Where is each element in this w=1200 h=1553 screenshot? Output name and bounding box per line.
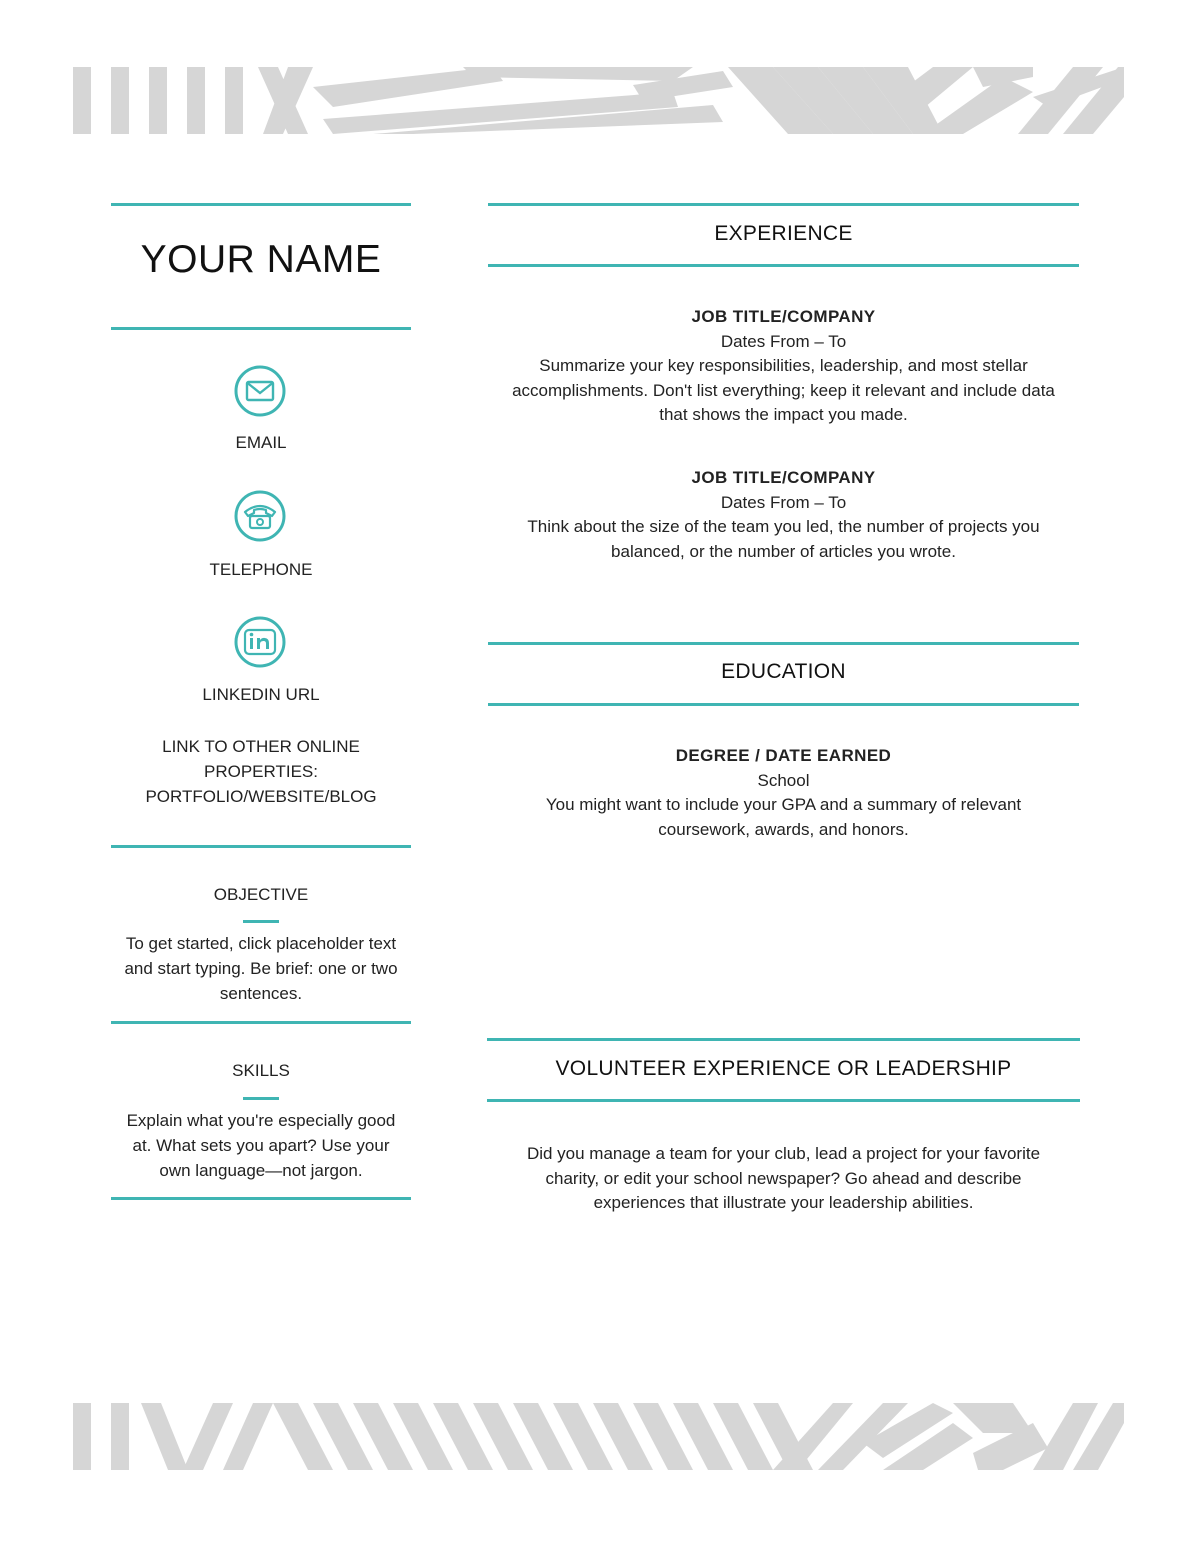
text-line: To get started, click placeholder text	[125, 934, 397, 953]
job-entry[interactable]	[488, 305, 1079, 428]
skills-bottom-rule	[111, 1197, 411, 1200]
education-bottom-rule	[488, 703, 1079, 706]
objective-heading[interactable]: OBJECTIVE	[213, 885, 309, 904]
skills-text[interactable]	[111, 1108, 411, 1183]
contact-bottom-rule	[111, 845, 411, 848]
linkedin-icon	[234, 616, 286, 668]
school-name: School	[757, 770, 810, 790]
education-description-line: You might want to include your GPA and a summary of relevant	[545, 795, 1022, 814]
volunteer-bottom-rule	[487, 1099, 1080, 1102]
name-bottom-rule	[111, 327, 411, 330]
job-description-line: that shows the impact you made.	[659, 405, 908, 424]
text-line: sentences.	[219, 984, 303, 1003]
volunteer-entry[interactable]	[488, 1142, 1079, 1216]
job-entry[interactable]	[488, 466, 1079, 564]
volunteer-description-line: charity, or edit your school newspaper? Go ahead and describe	[545, 1168, 1022, 1188]
objective-text[interactable]	[111, 931, 411, 1006]
education-top-rule	[488, 642, 1079, 645]
text-line: Explain what you're especially good	[126, 1111, 396, 1130]
other-line: PROPERTIES:	[204, 762, 318, 781]
education-entry[interactable]	[488, 744, 1079, 842]
skills-accent-rule	[243, 1097, 279, 1100]
other-line: LINK TO OTHER ONLINE	[162, 737, 360, 756]
degree-title: DEGREE / DATE EARNED	[675, 746, 892, 765]
experience-bottom-rule	[488, 264, 1079, 267]
skills-heading[interactable]: SKILLS	[232, 1061, 290, 1080]
applicant-name[interactable]: YOUR NAME	[140, 238, 382, 281]
linkedin-label[interactable]: LINKEDIN URL	[202, 685, 320, 704]
volunteer-top-rule	[487, 1038, 1080, 1041]
job-description-line: balanced, or the number of articles you wrote.	[611, 541, 956, 561]
other-online-properties[interactable]	[111, 734, 411, 809]
job-description-line: Summarize your key responsibilities, leadership, and most stellar	[539, 356, 1028, 375]
job-description-line: Think about the size of the team you led, the number of projects you	[527, 517, 1040, 536]
objective-accent-rule	[243, 920, 279, 923]
footer-stripe-banner	[73, 1403, 1124, 1470]
job-title: JOB TITLE/COMPANY	[691, 468, 876, 487]
email-label[interactable]: EMAIL	[235, 433, 287, 452]
text-line: own language—not jargon.	[159, 1161, 363, 1180]
telephone-icon	[234, 490, 286, 542]
telephone-label[interactable]: TELEPHONE	[209, 560, 313, 579]
job-title: JOB TITLE/COMPANY	[691, 307, 876, 326]
name-top-rule	[111, 203, 411, 206]
volunteer-description-line: experiences that illustrate your leadership abilities.	[593, 1193, 974, 1212]
job-description-line: accomplishments. Don't list everything; keep it relevant and include data	[512, 380, 1055, 400]
education-heading[interactable]: EDUCATION	[721, 660, 846, 683]
envelope-icon	[234, 365, 286, 417]
volunteer-description-line: Did you manage a team for your club, lead a project for your favorite	[526, 1144, 1041, 1163]
volunteer-heading[interactable]: VOLUNTEER EXPERIENCE OR LEADERSHIP	[555, 1057, 1012, 1080]
experience-top-rule	[488, 203, 1079, 206]
job-dates: Dates From – To	[720, 331, 847, 351]
experience-heading[interactable]: EXPERIENCE	[714, 222, 853, 245]
objective-bottom-rule	[111, 1021, 411, 1024]
header-stripe-banner	[73, 67, 1124, 134]
text-line: at. What sets you apart? Use your	[132, 1136, 390, 1155]
education-description-line: coursework, awards, and honors.	[658, 819, 909, 839]
text-line: and start typing. Be brief: one or two	[124, 959, 398, 978]
job-dates: Dates From – To	[720, 492, 847, 512]
other-line: PORTFOLIO/WEBSITE/BLOG	[145, 787, 377, 806]
